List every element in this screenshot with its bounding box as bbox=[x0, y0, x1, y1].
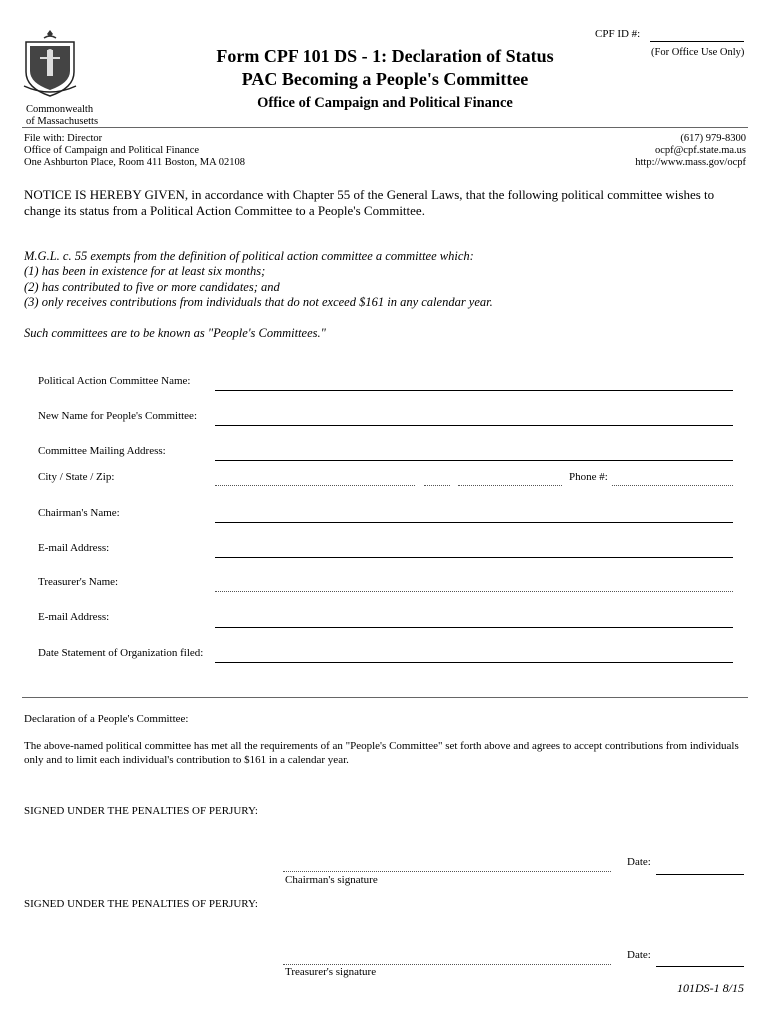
cpf-id-field[interactable] bbox=[650, 41, 744, 42]
date-organization-label: Date Statement of Organization filed: bbox=[38, 647, 204, 659]
city-state-zip-label: City / State / Zip: bbox=[38, 471, 115, 483]
form-version: 101DS-1 8/15 bbox=[677, 981, 744, 995]
phone-label: Phone #: bbox=[569, 471, 608, 483]
treasurer-email-label: E-mail Address: bbox=[38, 611, 110, 623]
mailing-address-label: Committee Mailing Address: bbox=[38, 445, 166, 457]
commonwealth-label: Commonwealth bbox=[26, 104, 94, 115]
address-street: One Ashburton Place, Room 411 Boston, MA 02108 bbox=[24, 157, 245, 168]
perjury-statement-1: SIGNED UNDER THE PENALTIES OF PERJURY: bbox=[24, 805, 258, 817]
date-field-2[interactable] bbox=[656, 966, 744, 967]
phone-field[interactable] bbox=[612, 485, 733, 486]
chairman-name-label: Chairman's Name: bbox=[38, 507, 120, 519]
cpf-id-label: CPF ID #: bbox=[595, 28, 641, 40]
treasurer-email-field[interactable] bbox=[215, 627, 733, 628]
new-name-label: New Name for People's Committee: bbox=[38, 410, 198, 422]
mgl-item-1: (1) has been in existence for at least six months; bbox=[24, 264, 266, 278]
declaration-body: The above-named political committee has met all the requirements of an "People's Committee" set forth above and agrees to accept contributions from individuals only and to limit each individual's contribution to $161 in a calendar year. bbox=[24, 740, 739, 766]
notice-paragraph: NOTICE IS HEREBY GIVEN, in accordance with Chapter 55 of the General Laws, that the following political committee wishes to change its status from a Political Action Committee to a People's Committee. bbox=[24, 187, 715, 218]
file-with: File with: Director bbox=[24, 133, 103, 144]
contact-email: ocpf@cpf.state.ma.us bbox=[654, 145, 746, 156]
contact-phone: (617) 979-8300 bbox=[680, 133, 746, 144]
chairman-signature-label: Chairman's signature bbox=[285, 874, 378, 886]
treasurer-name-field[interactable] bbox=[215, 591, 733, 592]
perjury-statement-2: SIGNED UNDER THE PENALTIES OF PERJURY: bbox=[24, 898, 258, 910]
chairman-email-label: E-mail Address: bbox=[38, 542, 110, 554]
form-title: Form CPF 101 DS - 1: Declaration of Status bbox=[216, 46, 554, 66]
date-label-1: Date: bbox=[627, 856, 651, 868]
chairman-email-field[interactable] bbox=[215, 557, 733, 558]
form-subtitle: PAC Becoming a People's Committee bbox=[241, 69, 529, 89]
mgl-known-as: Such committees are to be known as "People's Committees." bbox=[24, 326, 326, 340]
chairman-signature-field[interactable] bbox=[283, 871, 611, 872]
mailing-address-field[interactable] bbox=[215, 460, 733, 461]
office-use-note: (For Office Use Only) bbox=[651, 47, 745, 58]
treasurer-signature-field[interactable] bbox=[283, 964, 611, 965]
new-name-field[interactable] bbox=[215, 425, 733, 426]
treasurer-name-label: Treasurer's Name: bbox=[38, 576, 119, 588]
declaration-heading: Declaration of a People's Committee: bbox=[24, 713, 189, 725]
massachusetts-label: of Massachusetts bbox=[26, 116, 99, 127]
date-label-2: Date: bbox=[627, 949, 651, 961]
zip-field[interactable] bbox=[458, 485, 562, 486]
chairman-name-field[interactable] bbox=[215, 522, 733, 523]
state-field[interactable] bbox=[424, 485, 450, 486]
office-name: Office of Campaign and Political Finance bbox=[257, 95, 513, 111]
treasurer-signature-label: Treasurer's signature bbox=[285, 966, 377, 978]
section-divider bbox=[22, 697, 748, 698]
city-field[interactable] bbox=[215, 485, 415, 486]
date-field-1[interactable] bbox=[656, 874, 744, 875]
date-organization-field[interactable] bbox=[215, 662, 733, 663]
contact-website: http://www.mass.gov/ocpf bbox=[635, 157, 746, 168]
pac-name-label: Political Action Committee Name: bbox=[38, 375, 191, 387]
mgl-item-2: (2) has contributed to five or more candidates; and bbox=[24, 280, 280, 294]
address-office: Office of Campaign and Political Finance bbox=[24, 145, 200, 156]
mgl-intro: M.G.L. c. 55 exempts from the definition of political action committee a committee which: bbox=[24, 249, 474, 263]
mgl-item-3: (3) only receives contributions from individuals that do not exceed $161 in any calendar year. bbox=[24, 295, 493, 309]
header-divider bbox=[22, 127, 748, 128]
pac-name-field[interactable] bbox=[215, 390, 733, 391]
